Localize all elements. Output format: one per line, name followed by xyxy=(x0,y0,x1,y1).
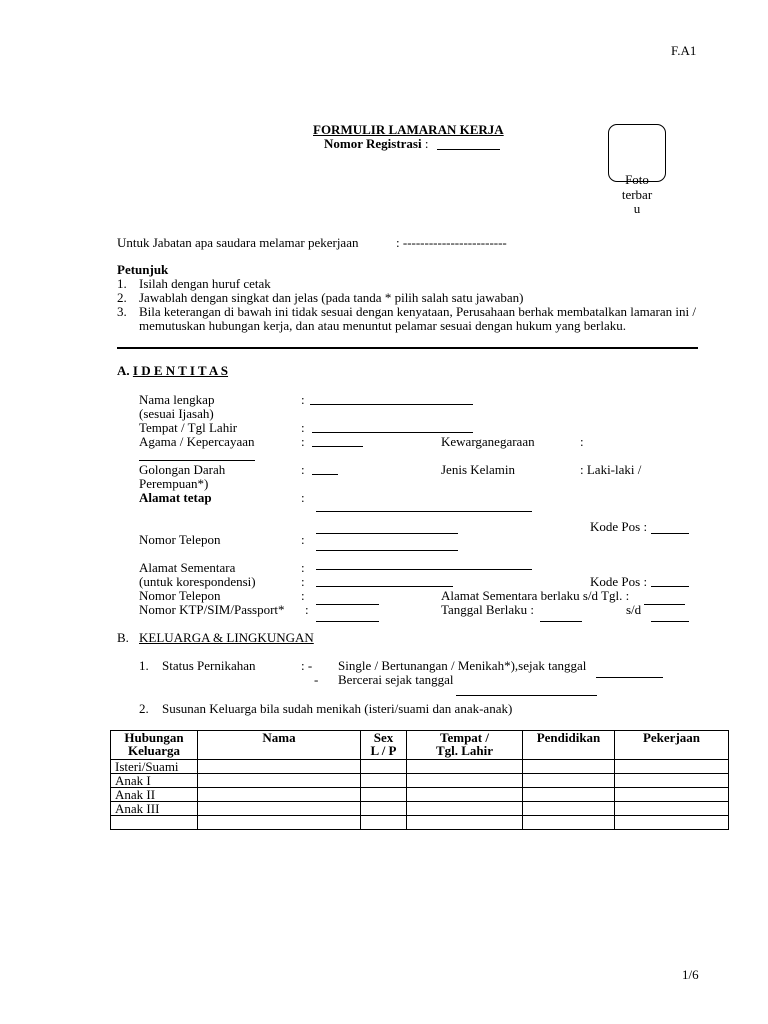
colon: : xyxy=(301,392,305,407)
table-cell[interactable] xyxy=(523,774,615,788)
table-cell[interactable] xyxy=(198,760,361,774)
temp-valid-field[interactable] xyxy=(644,604,685,605)
table-cell[interactable] xyxy=(361,788,407,802)
blood-label: Golongan Darah xyxy=(139,462,226,477)
section-a-prefix: A. xyxy=(117,363,130,378)
birth-field[interactable] xyxy=(312,432,473,433)
position-field[interactable]: : ------------------------ xyxy=(396,235,507,250)
table-row xyxy=(111,816,729,830)
table-cell[interactable] xyxy=(198,788,361,802)
temp-valid-label: Alamat Sementara berlaku s/d Tgl. : xyxy=(441,588,630,603)
relation-cell: Anak III xyxy=(111,802,198,816)
table-header xyxy=(523,731,615,760)
table-cell[interactable] xyxy=(615,760,729,774)
relation-cell: Anak I xyxy=(111,774,198,788)
photo-label xyxy=(618,173,656,217)
table-cell[interactable] xyxy=(615,774,729,788)
marital-option-1[interactable]: Single / Bertunangan / Menikah*),sejak tanggal xyxy=(338,658,587,673)
header-line: Hubungan xyxy=(124,730,184,745)
table-cell[interactable] xyxy=(407,788,523,802)
instruction-num: 3. xyxy=(117,304,127,319)
table-cell[interactable] xyxy=(615,802,729,816)
instruction-text: memutuskan hubungan kerja, dan atau menuntut pelamar sesuai dengan hukum yang berlaku. xyxy=(139,318,626,333)
colon: : xyxy=(301,560,305,575)
table-cell[interactable] xyxy=(361,816,407,830)
citizenship-label: Kewarganegaraan xyxy=(441,434,535,449)
birth-label: Tempat / Tgl Lahir xyxy=(139,420,238,435)
section-a-title: I D E N T I T A S xyxy=(132,363,229,378)
table-cell[interactable] xyxy=(407,816,523,830)
family-composition-label: Susunan Keluarga bila sudah menikah (isteri/suami dan anak-anak) xyxy=(162,701,513,716)
temp-address-label: Alamat Sementara xyxy=(139,560,236,575)
marital-option-2[interactable]: Bercerai sejak tanggal xyxy=(338,672,454,687)
colon: : xyxy=(301,588,305,603)
religion-label: Agama / Kepercayaan xyxy=(139,434,255,449)
valid-to-label: s/d xyxy=(626,602,642,617)
temp-address-field-2[interactable] xyxy=(316,586,453,587)
header-line: Tgl. Lahir xyxy=(435,743,494,758)
instruction-text: Jawablah dengan singkat dan jelas (pada tanda * pilih salah satu jawaban) xyxy=(139,290,524,305)
table-cell[interactable] xyxy=(198,816,361,830)
table-cell[interactable] xyxy=(407,802,523,816)
colon: : xyxy=(580,434,584,449)
header-line: Tempat / xyxy=(440,730,489,745)
registration-colon: : xyxy=(424,136,429,151)
table-cell[interactable] xyxy=(523,816,615,830)
gender-label: Jenis Kelamin xyxy=(441,462,516,477)
registration-label: Nomor Registrasi xyxy=(324,136,422,151)
temp-address-note: (untuk korespondensi) xyxy=(139,574,256,589)
table-header xyxy=(615,731,729,760)
table-cell[interactable] xyxy=(523,802,615,816)
blood-field[interactable] xyxy=(312,474,338,475)
table-header xyxy=(361,731,407,760)
instruction-num: 1. xyxy=(117,276,127,291)
instruction-text: Bila keterangan di bawah ini tidak sesuai dengan kenyataan, Perusahaan berhak membatalkan lamaran ini / xyxy=(139,304,696,319)
id-card-field[interactable] xyxy=(316,621,379,622)
colon: : xyxy=(301,420,305,435)
gender-options-cont[interactable]: Perempuan*) xyxy=(139,476,209,491)
marital-date-field[interactable] xyxy=(596,677,663,678)
table-cell[interactable] xyxy=(523,788,615,802)
table-row xyxy=(111,774,729,788)
table-header-row xyxy=(111,731,729,760)
religion-field[interactable] xyxy=(312,446,363,447)
marital-dash: - xyxy=(314,672,319,687)
colon: : xyxy=(301,490,305,505)
table-cell[interactable] xyxy=(407,774,523,788)
instruction-text: Isilah dengan huruf cetak xyxy=(139,276,271,291)
full-name-label: Nama lengkap xyxy=(139,392,215,407)
citizenship-field[interactable] xyxy=(139,460,255,461)
table-cell[interactable] xyxy=(361,760,407,774)
section-b-prefix: B. xyxy=(117,630,129,645)
table-cell[interactable] xyxy=(198,802,361,816)
address-field[interactable] xyxy=(316,511,532,512)
header-line: Pekerjaan xyxy=(642,730,701,745)
phone2-label: Nomor Telepon xyxy=(139,588,221,603)
table-header xyxy=(198,731,361,760)
table-row xyxy=(111,788,729,802)
phone-label: Nomor Telepon xyxy=(139,532,221,547)
colon: : xyxy=(305,602,309,617)
marital-colon: : - xyxy=(301,658,313,673)
postal-code-field[interactable] xyxy=(651,533,689,534)
relation-cell: Anak II xyxy=(111,788,198,802)
page-number: 1/6 xyxy=(682,967,699,982)
section-divider xyxy=(117,347,698,349)
table-cell[interactable] xyxy=(615,788,729,802)
registration-row xyxy=(324,137,428,151)
position-label: Untuk Jabatan apa saudara melamar pekerjaan xyxy=(117,235,359,250)
valid-date-label: Tanggal Berlaku : xyxy=(441,602,534,617)
phone2-field[interactable] xyxy=(316,604,379,605)
divorce-date-field[interactable] xyxy=(456,695,597,696)
instructions-title: Petunjuk xyxy=(117,262,169,277)
table-header xyxy=(407,731,523,760)
photo-label-line: u xyxy=(633,201,641,216)
postal-code-label-2: Kode Pos : xyxy=(590,574,648,589)
q1-num: 1. xyxy=(139,658,149,673)
photo-label-line: terbar xyxy=(621,186,653,202)
table-cell[interactable] xyxy=(361,802,407,816)
relation-cell: Isteri/Suami xyxy=(111,760,198,774)
full-name-field[interactable] xyxy=(310,404,473,405)
registration-field[interactable] xyxy=(437,149,500,150)
section-a-heading xyxy=(117,364,228,378)
id-card-label: Nomor KTP/SIM/Passport* xyxy=(139,602,285,617)
table-cell[interactable] xyxy=(523,760,615,774)
colon: : xyxy=(301,532,305,547)
colon: : xyxy=(301,462,305,477)
temp-address-field[interactable] xyxy=(316,569,532,570)
header-line: Nama xyxy=(262,730,296,745)
full-name-note: (sesuai Ijasah) xyxy=(139,406,214,421)
phone-field[interactable] xyxy=(316,550,458,551)
table-cell[interactable] xyxy=(198,774,361,788)
photo-label-line: Foto xyxy=(625,172,649,187)
instruction-num: 2. xyxy=(117,290,127,305)
table-cell[interactable] xyxy=(407,760,523,774)
colon: : xyxy=(301,434,305,449)
valid-to-field[interactable] xyxy=(651,621,689,622)
postal-code-field-2[interactable] xyxy=(651,586,689,587)
table-cell[interactable] xyxy=(615,816,729,830)
marital-status-label: Status Pernikahan xyxy=(162,658,256,673)
header-line: Keluarga xyxy=(128,743,180,758)
address-label: Alamat tetap xyxy=(139,490,212,505)
header-line: L / P xyxy=(370,743,397,758)
q2-num: 2. xyxy=(139,701,149,716)
colon: : xyxy=(301,574,305,589)
table-row xyxy=(111,802,729,816)
gender-options[interactable]: : Laki-laki / xyxy=(580,462,642,477)
table-header xyxy=(111,731,198,760)
table-row xyxy=(111,760,729,774)
family-table xyxy=(110,730,729,830)
valid-from-field[interactable] xyxy=(540,621,582,622)
table-cell[interactable] xyxy=(361,774,407,788)
relation-cell[interactable] xyxy=(111,816,198,830)
form-title: FORMULIR LAMARAN KERJA xyxy=(313,122,504,137)
form-code: F.A1 xyxy=(671,43,697,58)
postal-code-label: Kode Pos : xyxy=(590,519,648,534)
address-field-2[interactable] xyxy=(316,533,458,534)
section-b-title: KELUARGA & LINGKUNGAN xyxy=(139,630,314,645)
header-line: Pendidikan xyxy=(536,730,601,745)
header-line: Sex xyxy=(373,730,394,745)
